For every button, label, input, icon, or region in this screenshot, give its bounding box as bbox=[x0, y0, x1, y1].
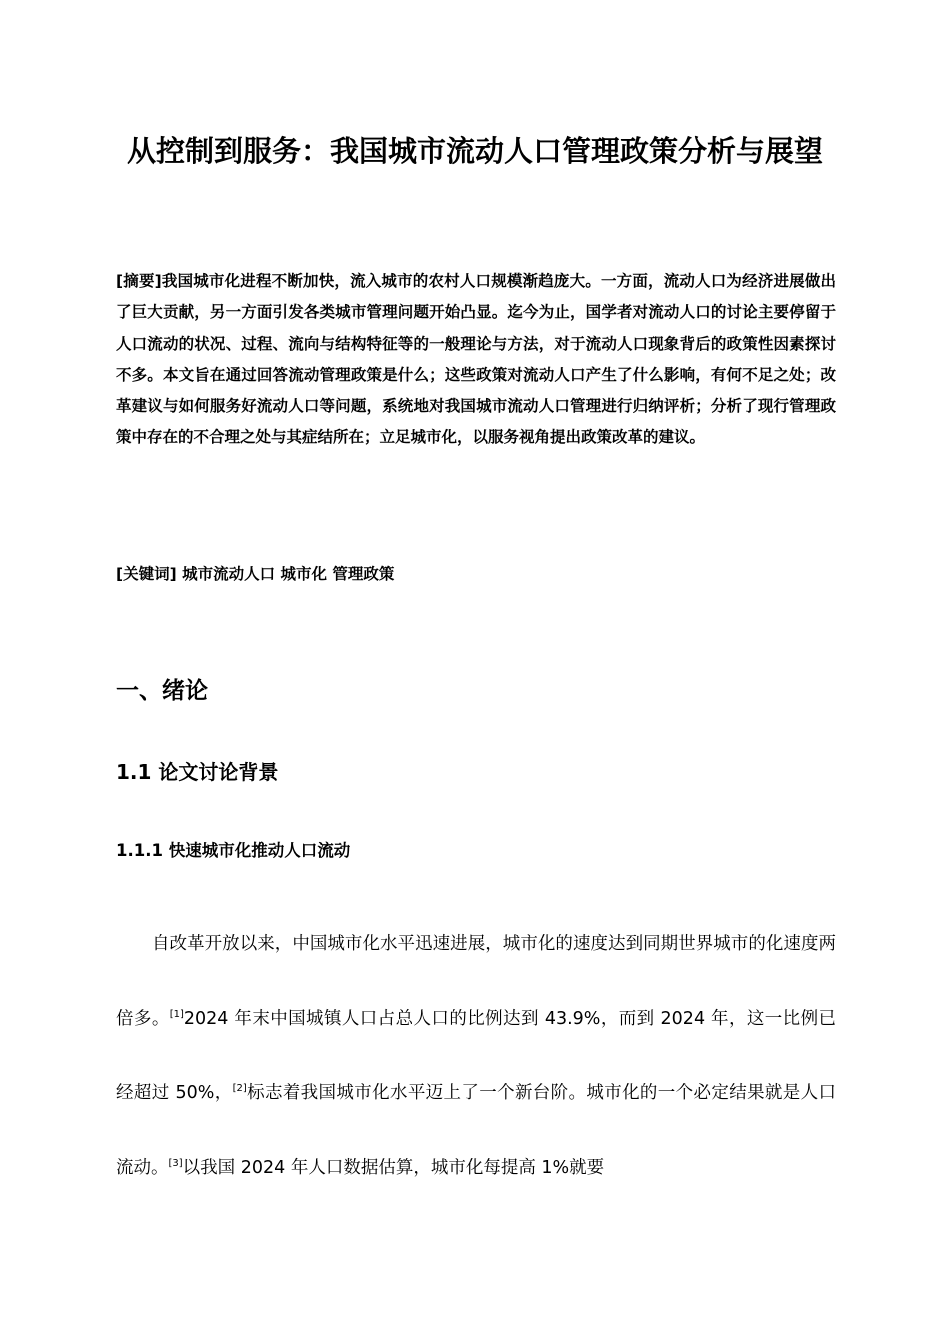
body-text-segment: 标志着我国城市化水平迈上了一个新台阶。城市化的一个必定结果就是人口流动。 bbox=[116, 1083, 836, 1178]
citation-ref-3[interactable]: [3] bbox=[168, 1157, 183, 1169]
keywords-line: [关键词] 城市流动人口 城市化 管理政策 bbox=[116, 565, 395, 583]
body-text-segment: 自改革开放以来，中国城市化水平迅速进展，城市化的速度达到同期世界城市的化速度两倍多。 bbox=[116, 934, 836, 1029]
citation-ref-1[interactable]: [1] bbox=[169, 1008, 184, 1020]
subsubsection-heading-urbanization: 1.1.1 快速城市化推动人口流动 bbox=[116, 841, 351, 860]
body-text-segment: 2024 年末中国城镇人口占总人口的比例达到 43.9%，而到 2024 年，这一比例已经超过 50%， bbox=[116, 1008, 836, 1103]
abstract-paragraph: [摘要]我国城市化进程不断加快，流入城市的农村人口规模渐趋庞大。一方面，流动人口为经济进展做出了巨大贡献，另一方面引发各类城市管理问题开始凸显。迄今为止，国学者对流动人口的讨论主要停留于人口流动的状况、过程、流向与结构特征等的一般理论与方法，对于流动人口现象背后的政策性因素探讨不多。本文旨在通过回答流动管理政策是什么；这些政策对流动人口产生了什么影响，有何不足之处；改革建议与如何服务好流动人口等问题，系统地对我国城市流动人口管理进行归纳评析；分析了现行管理政策中存在的不合理之处与其症结所在；立足城市化，以服务视角提出政策改革的建议。 bbox=[116, 272, 836, 447]
section-heading-introduction: 一、绪论 bbox=[116, 678, 208, 704]
paper-title: 从控制到服务：我国城市流动人口管理政策分析与展望 bbox=[126, 134, 823, 168]
citation-ref-2[interactable]: [2] bbox=[232, 1083, 247, 1094]
body-text-segment: 以我国 2024 年人口数据估算，城市化每提高 1%就要 bbox=[182, 1157, 605, 1178]
body-paragraph bbox=[116, 907, 836, 1205]
subsection-heading-background: 1.1 论文讨论背景 bbox=[116, 760, 279, 784]
